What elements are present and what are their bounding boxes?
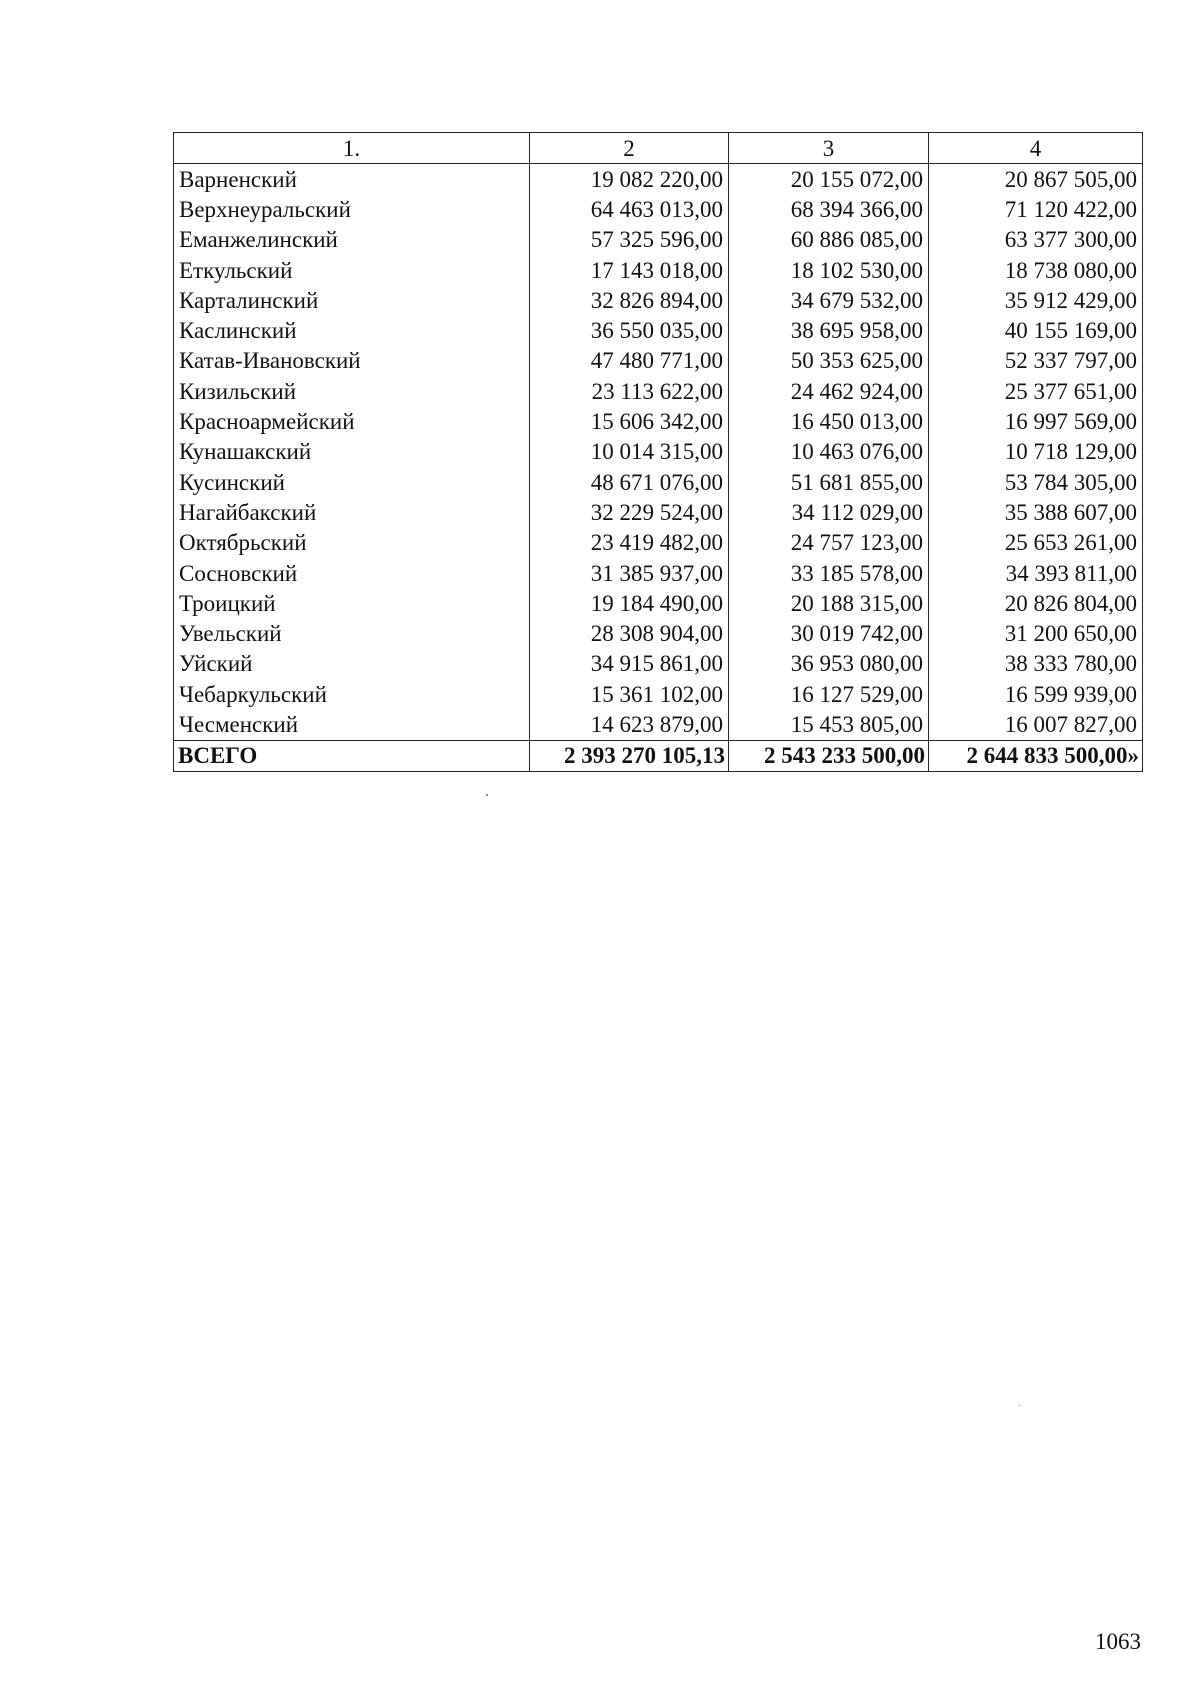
value-cell-col-3: 60 886 085,00 bbox=[729, 225, 929, 255]
table-row bbox=[174, 437, 1143, 467]
header-cell-col-4: 4 bbox=[929, 133, 1143, 164]
value-cell-col-4: 25 653 261,00 bbox=[929, 528, 1143, 558]
value-cell-col-3: 24 462 924,00 bbox=[729, 376, 929, 406]
table-row bbox=[174, 467, 1143, 497]
total-label-cell: ВСЕГО bbox=[174, 740, 530, 771]
table-row bbox=[174, 679, 1143, 709]
table-row bbox=[174, 709, 1143, 740]
value-cell-col-4: 35 912 429,00 bbox=[929, 285, 1143, 315]
district-name-cell: Кизильский bbox=[174, 376, 530, 406]
value-cell-col-4: 40 155 169,00 bbox=[929, 315, 1143, 345]
district-name-cell: Увельский bbox=[174, 618, 530, 648]
value-cell-col-2: 57 325 596,00 bbox=[530, 225, 729, 255]
district-name-cell: Кусинский bbox=[174, 467, 530, 497]
total-value-col-4: 2 644 833 500,00» bbox=[929, 740, 1143, 771]
total-value-col-2: 2 393 270 105,13 bbox=[530, 740, 729, 771]
value-cell-col-3: 15 453 805,00 bbox=[729, 709, 929, 740]
value-cell-col-4: 38 333 780,00 bbox=[929, 649, 1143, 679]
table-row bbox=[174, 649, 1143, 679]
table-row bbox=[174, 376, 1143, 406]
value-cell-col-3: 50 353 625,00 bbox=[729, 346, 929, 376]
budget-table bbox=[173, 132, 1143, 772]
value-cell-col-3: 20 188 315,00 bbox=[729, 588, 929, 618]
district-name-cell: Троицкий bbox=[174, 588, 530, 618]
value-cell-col-4: 53 784 305,00 bbox=[929, 467, 1143, 497]
total-row bbox=[174, 740, 1143, 771]
value-cell-col-2: 14 623 879,00 bbox=[530, 709, 729, 740]
district-name-cell: Сосновский bbox=[174, 558, 530, 588]
table-row bbox=[174, 255, 1143, 285]
value-cell-col-2: 36 550 035,00 bbox=[530, 315, 729, 345]
value-cell-col-2: 32 229 524,00 bbox=[530, 497, 729, 527]
value-cell-col-3: 34 112 029,00 bbox=[729, 497, 929, 527]
value-cell-col-2: 23 113 622,00 bbox=[530, 376, 729, 406]
table-row bbox=[174, 406, 1143, 436]
district-name-cell: Кунашакский bbox=[174, 437, 530, 467]
district-name-cell: Чебаркульский bbox=[174, 679, 530, 709]
header-cell-col-3: 3 bbox=[729, 133, 929, 164]
value-cell-col-2: 28 308 904,00 bbox=[530, 618, 729, 648]
district-name-cell: Карталинский bbox=[174, 285, 530, 315]
value-cell-col-4: 18 738 080,00 bbox=[929, 255, 1143, 285]
header-cell-col-1: 1. bbox=[174, 133, 530, 164]
table-row bbox=[174, 588, 1143, 618]
district-name-cell: Нагайбакский bbox=[174, 497, 530, 527]
table-body bbox=[174, 164, 1143, 772]
value-cell-col-4: 16 997 569,00 bbox=[929, 406, 1143, 436]
table-row bbox=[174, 528, 1143, 558]
value-cell-col-2: 15 606 342,00 bbox=[530, 406, 729, 436]
value-cell-col-3: 38 695 958,00 bbox=[729, 315, 929, 345]
district-name-cell: Уйский bbox=[174, 649, 530, 679]
header-cell-col-2: 2 bbox=[530, 133, 729, 164]
value-cell-col-4: 16 599 939,00 bbox=[929, 679, 1143, 709]
scan-speck bbox=[486, 794, 488, 796]
value-cell-col-4: 31 200 650,00 bbox=[929, 618, 1143, 648]
table-row bbox=[174, 225, 1143, 255]
value-cell-col-3: 24 757 123,00 bbox=[729, 528, 929, 558]
value-cell-col-2: 17 143 018,00 bbox=[530, 255, 729, 285]
value-cell-col-3: 34 679 532,00 bbox=[729, 285, 929, 315]
district-name-cell: Еткульский bbox=[174, 255, 530, 285]
district-name-cell: Каслинский bbox=[174, 315, 530, 345]
value-cell-col-2: 23 419 482,00 bbox=[530, 528, 729, 558]
district-name-cell: Верхнеуральский bbox=[174, 194, 530, 224]
value-cell-col-3: 30 019 742,00 bbox=[729, 618, 929, 648]
value-cell-col-3: 16 450 013,00 bbox=[729, 406, 929, 436]
value-cell-col-2: 34 915 861,00 bbox=[530, 649, 729, 679]
value-cell-col-3: 33 185 578,00 bbox=[729, 558, 929, 588]
value-cell-col-3: 51 681 855,00 bbox=[729, 467, 929, 497]
table-row bbox=[174, 497, 1143, 527]
value-cell-col-4: 20 867 505,00 bbox=[929, 164, 1143, 195]
value-cell-col-4: 35 388 607,00 bbox=[929, 497, 1143, 527]
district-name-cell: Чесменский bbox=[174, 709, 530, 740]
value-cell-col-2: 19 082 220,00 bbox=[530, 164, 729, 195]
district-name-cell: Еманжелинский bbox=[174, 225, 530, 255]
table-row bbox=[174, 618, 1143, 648]
district-name-cell: Варненский bbox=[174, 164, 530, 195]
value-cell-col-2: 47 480 771,00 bbox=[530, 346, 729, 376]
page-number: 1063 bbox=[1095, 1629, 1141, 1654]
table-row bbox=[174, 346, 1143, 376]
table-row bbox=[174, 315, 1143, 345]
value-cell-col-4: 10 718 129,00 bbox=[929, 437, 1143, 467]
value-cell-col-4: 63 377 300,00 bbox=[929, 225, 1143, 255]
value-cell-col-2: 10 014 315,00 bbox=[530, 437, 729, 467]
table-row bbox=[174, 558, 1143, 588]
value-cell-col-4: 52 337 797,00 bbox=[929, 346, 1143, 376]
value-cell-col-2: 64 463 013,00 bbox=[530, 194, 729, 224]
value-cell-col-4: 34 393 811,00 bbox=[929, 558, 1143, 588]
value-cell-col-4: 20 826 804,00 bbox=[929, 588, 1143, 618]
value-cell-col-2: 31 385 937,00 bbox=[530, 558, 729, 588]
scan-speck bbox=[1019, 1405, 1020, 1406]
table-header bbox=[174, 133, 1143, 164]
value-cell-col-2: 19 184 490,00 bbox=[530, 588, 729, 618]
value-cell-col-3: 68 394 366,00 bbox=[729, 194, 929, 224]
value-cell-col-3: 18 102 530,00 bbox=[729, 255, 929, 285]
table-row bbox=[174, 194, 1143, 224]
value-cell-col-3: 16 127 529,00 bbox=[729, 679, 929, 709]
district-name-cell: Октябрьский bbox=[174, 528, 530, 558]
total-value-col-3: 2 543 233 500,00 bbox=[729, 740, 929, 771]
value-cell-col-3: 36 953 080,00 bbox=[729, 649, 929, 679]
value-cell-col-4: 16 007 827,00 bbox=[929, 709, 1143, 740]
value-cell-col-4: 71 120 422,00 bbox=[929, 194, 1143, 224]
header-row bbox=[174, 133, 1143, 164]
value-cell-col-2: 48 671 076,00 bbox=[530, 467, 729, 497]
district-name-cell: Катав-Ивановский bbox=[174, 346, 530, 376]
value-cell-col-3: 10 463 076,00 bbox=[729, 437, 929, 467]
value-cell-col-2: 15 361 102,00 bbox=[530, 679, 729, 709]
table-row bbox=[174, 164, 1143, 195]
value-cell-col-4: 25 377 651,00 bbox=[929, 376, 1143, 406]
district-name-cell: Красноармейский bbox=[174, 406, 530, 436]
value-cell-col-2: 32 826 894,00 bbox=[530, 285, 729, 315]
value-cell-col-3: 20 155 072,00 bbox=[729, 164, 929, 195]
table-row bbox=[174, 285, 1143, 315]
